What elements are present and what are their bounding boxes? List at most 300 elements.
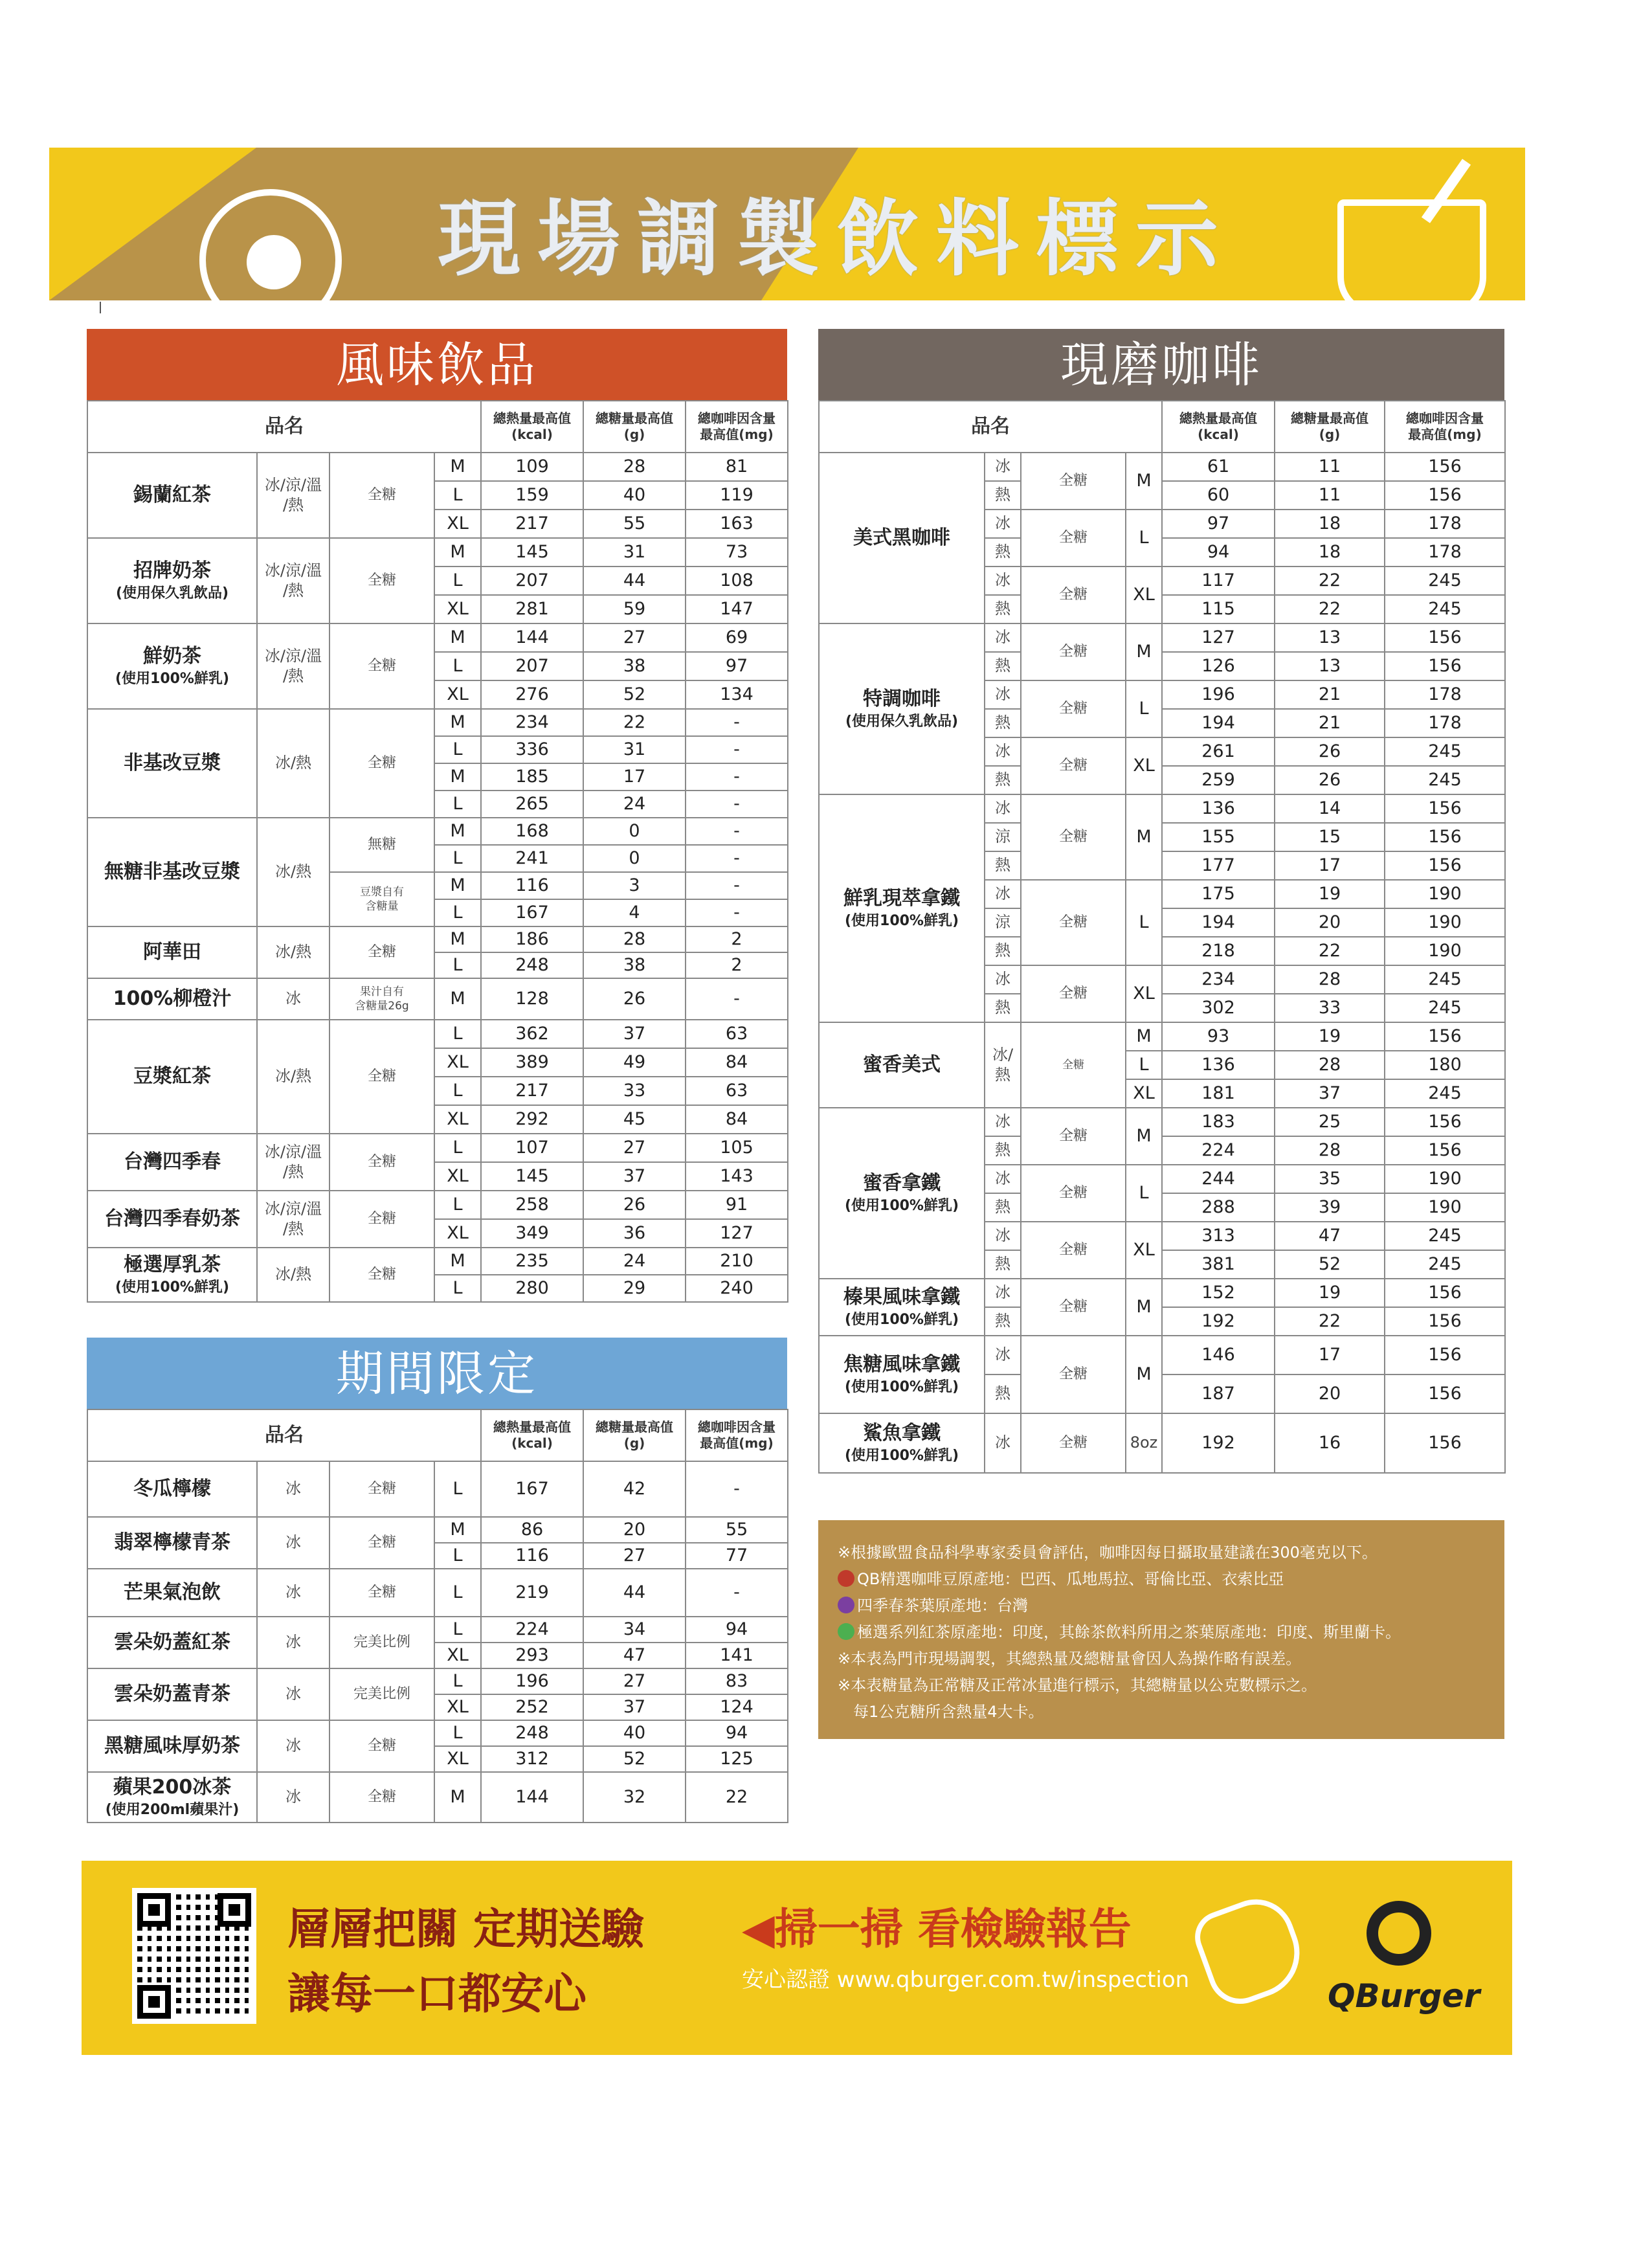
caffeine-cell: 178 — [1385, 510, 1505, 538]
sugar-cell: 52 — [583, 1746, 686, 1772]
size-cell: M — [1126, 1108, 1162, 1165]
kcal-cell: 128 — [481, 978, 583, 1020]
sugar-cell: 28 — [583, 453, 686, 481]
caffeine-cell: 245 — [1385, 737, 1505, 766]
note-text: QB精選咖啡豆原產地：巴西、瓜地馬拉、哥倫比亞、衣索比亞 — [857, 1570, 1284, 1588]
sugar-cell: 15 — [1275, 823, 1385, 851]
product-name: 芒果氣泡飲 — [87, 1569, 257, 1617]
sweet-cell: 全糖 — [1021, 453, 1126, 510]
size-cell: M — [434, 453, 481, 481]
kcal-cell: 312 — [481, 1746, 583, 1772]
size-cell: L — [434, 567, 481, 595]
kcal-cell: 159 — [481, 481, 583, 510]
sweet-cell: 全糖 — [1021, 1022, 1126, 1108]
sugar-cell: 0 — [583, 845, 686, 872]
caffeine-cell: 245 — [1385, 1250, 1505, 1279]
caffeine-cell: 77 — [686, 1543, 788, 1569]
table-row — [87, 1720, 788, 1746]
sugar-cell: 34 — [583, 1617, 686, 1643]
product-name: 錫蘭紅茶 — [87, 453, 257, 538]
caffeine-cell: 156 — [1385, 1279, 1505, 1307]
leaf-icon — [838, 1570, 854, 1587]
temp-cell: 冰 — [985, 794, 1021, 823]
caffeine-cell: 69 — [686, 623, 788, 652]
kcal-cell: 152 — [1162, 1279, 1275, 1307]
caffeine-cell: 156 — [1385, 1413, 1505, 1473]
size-cell: XL — [1126, 1222, 1162, 1279]
sugar-cell: 28 — [1275, 1136, 1385, 1165]
table-row — [87, 538, 788, 567]
header-kcal: 總熱量最高值 (kcal) — [1162, 401, 1275, 453]
caffeine-cell: 156 — [1385, 851, 1505, 880]
table-row — [819, 623, 1505, 652]
size-cell: L — [434, 1543, 481, 1569]
temp-cell: 冰 — [985, 510, 1021, 538]
caffeine-cell: 190 — [1385, 1165, 1505, 1193]
size-cell: XL — [1126, 737, 1162, 794]
size-cell: M — [1126, 453, 1162, 510]
size-cell: M — [434, 872, 481, 899]
qr-code[interactable] — [132, 1888, 256, 2024]
kcal-cell: 192 — [1162, 1307, 1275, 1336]
temp-cell: 冰 — [985, 1279, 1021, 1307]
product-name: 鮮乳現萃拿鐵 (使用100%鮮乳) — [819, 794, 985, 1022]
cup-icon — [1337, 199, 1486, 300]
caffeine-cell: 55 — [686, 1517, 788, 1543]
sweet-cell: 全糖 — [1021, 737, 1126, 794]
table-row — [819, 1279, 1505, 1307]
header-caffeine: 總咖啡因含量 最高值(mg) — [1385, 401, 1505, 453]
sugar-cell: 24 — [583, 1248, 686, 1275]
sweet-cell: 全糖 — [1021, 623, 1126, 680]
sugar-cell: 0 — [583, 818, 686, 845]
header-kcal: 總熱量最高值 (kcal) — [481, 401, 583, 453]
size-cell: M — [1126, 794, 1162, 880]
scan-prompt: ◀掃一掃 看檢驗報告 — [742, 1904, 1132, 1954]
kcal-cell: 146 — [1162, 1336, 1275, 1374]
note-text: ※根據歐盟食品科學專家委員會評估，咖啡因每日攝取量建議在300毫克以下。 — [838, 1543, 1378, 1562]
table-row — [87, 1248, 788, 1275]
size-cell: L — [1126, 880, 1162, 965]
sugar-cell: 55 — [583, 510, 686, 538]
caffeine-cell: 178 — [1385, 709, 1505, 737]
product-name: 雲朵奶蓋青茶 — [87, 1668, 257, 1720]
size-cell: L — [1126, 1165, 1162, 1222]
header-name: 品名 — [87, 1409, 481, 1461]
kcal-cell: 144 — [481, 623, 583, 652]
size-cell: M — [434, 1248, 481, 1275]
kcal-cell: 207 — [481, 567, 583, 595]
temp-cell: 冰 — [985, 1165, 1021, 1193]
size-cell: XL — [1126, 1079, 1162, 1108]
kcal-cell: 276 — [481, 680, 583, 709]
temp-cell: 冰 — [985, 737, 1021, 766]
sugar-cell: 37 — [583, 1694, 686, 1720]
caffeine-cell: 178 — [1385, 538, 1505, 567]
sugar-cell: 17 — [583, 763, 686, 791]
header-sugar: 總糖量最高值 (g) — [583, 401, 686, 453]
size-cell: M — [1126, 1279, 1162, 1336]
kcal-cell: 60 — [1162, 481, 1275, 510]
temp-cell: 冰 — [257, 1772, 329, 1823]
kcal-cell: 109 — [481, 453, 583, 481]
size-cell: M — [1126, 1336, 1162, 1413]
kcal-cell: 234 — [481, 709, 583, 736]
size-cell: L — [434, 1275, 481, 1302]
table-row — [87, 1517, 788, 1543]
product-name: 台灣四季春奶茶 — [87, 1191, 257, 1248]
note-text: 四季春茶葉原產地：台灣 — [857, 1597, 1028, 1615]
caffeine-cell: 156 — [1385, 1374, 1505, 1413]
sweet-cell: 全糖 — [1021, 965, 1126, 1022]
sweet-cell: 果汁自有 含糖量26g — [329, 978, 434, 1020]
caffeine-cell: - — [686, 872, 788, 899]
sugar-cell: 20 — [1275, 1374, 1385, 1413]
size-cell: L — [434, 1134, 481, 1162]
sugar-cell: 13 — [1275, 623, 1385, 652]
kcal-cell: 235 — [481, 1248, 583, 1275]
temp-cell: 熱 — [985, 538, 1021, 567]
sugar-cell: 28 — [1275, 965, 1385, 994]
sugar-cell: 19 — [1275, 1279, 1385, 1307]
size-cell: XL — [434, 510, 481, 538]
caffeine-cell: 178 — [1385, 680, 1505, 709]
temp-cell: 冰 — [985, 880, 1021, 908]
sweet-cell: 全糖 — [329, 1461, 434, 1517]
product-name: 蜜香拿鐵 (使用100%鮮乳) — [819, 1108, 985, 1279]
size-cell: L — [434, 952, 481, 978]
table-row — [87, 709, 788, 736]
temp-cell: 冰 — [257, 1668, 329, 1720]
temp-cell: 冰 — [985, 453, 1021, 481]
product-name: 阿華田 — [87, 926, 257, 978]
kcal-cell: 116 — [481, 872, 583, 899]
kcal-cell: 336 — [481, 736, 583, 763]
size-cell: L — [434, 1461, 481, 1517]
kcal-cell: 97 — [1162, 510, 1275, 538]
sugar-cell: 18 — [1275, 510, 1385, 538]
size-cell: L — [1126, 680, 1162, 737]
kcal-cell: 185 — [481, 763, 583, 791]
caffeine-cell: - — [686, 1461, 788, 1517]
temp-cell: 熱 — [985, 1307, 1021, 1336]
product-name: 美式黑咖啡 — [819, 453, 985, 623]
header-caffeine: 總咖啡因含量 最高值(mg) — [686, 401, 788, 453]
caffeine-cell: 156 — [1385, 453, 1505, 481]
size-cell: XL — [434, 1643, 481, 1668]
product-name: 招牌奶茶 (使用保久乳飲品) — [87, 538, 257, 623]
size-cell: XL — [434, 680, 481, 709]
sugar-cell: 17 — [1275, 1336, 1385, 1374]
size-cell: L — [434, 1191, 481, 1219]
sweet-cell: 無糖 — [329, 818, 434, 872]
caffeine-cell: 125 — [686, 1746, 788, 1772]
slogan-line2: 讓每一口都安心 — [287, 1969, 586, 2019]
temp-cell: 涼 — [985, 823, 1021, 851]
kcal-cell: 280 — [481, 1275, 583, 1302]
caffeine-cell: - — [686, 899, 788, 926]
temp-cell: 冰/熱 — [257, 1248, 329, 1302]
sugar-cell: 38 — [583, 952, 686, 978]
temp-cell: 熱 — [985, 766, 1021, 794]
size-cell: M — [434, 1772, 481, 1823]
kcal-cell: 136 — [1162, 794, 1275, 823]
sweet-cell: 全糖 — [329, 623, 434, 709]
sweet-cell: 全糖 — [329, 453, 434, 538]
table-row — [87, 1668, 788, 1694]
coffee-section-title: 現磨咖啡 — [818, 329, 1504, 401]
kcal-cell: 362 — [481, 1020, 583, 1048]
brand-name: QBurger — [1328, 1977, 1480, 2015]
caffeine-cell: - — [686, 978, 788, 1020]
size-cell: XL — [434, 1694, 481, 1720]
size-cell: M — [434, 538, 481, 567]
sweet-cell: 全糖 — [1021, 567, 1126, 623]
caffeine-cell: 245 — [1385, 766, 1505, 794]
caffeine-cell: 143 — [686, 1162, 788, 1191]
kcal-cell: 181 — [1162, 1079, 1275, 1108]
table-row — [87, 1020, 788, 1048]
kcal-cell: 261 — [1162, 737, 1275, 766]
sweet-cell: 豆漿自有 含糖量 — [329, 872, 434, 926]
kcal-cell: 196 — [1162, 680, 1275, 709]
product-name: 100%柳橙汁 — [87, 978, 257, 1020]
kcal-cell: 93 — [1162, 1022, 1275, 1051]
footer-banner — [82, 1861, 1512, 2055]
nutrition-table — [87, 1409, 788, 1823]
size-cell: XL — [434, 1746, 481, 1772]
sugar-cell: 52 — [1275, 1250, 1385, 1279]
cursor-mark — [100, 302, 101, 313]
size-cell: M — [1126, 1022, 1162, 1051]
caffeine-cell: 156 — [1385, 1108, 1505, 1136]
temp-cell: 冰 — [257, 1617, 329, 1668]
caffeine-cell: 127 — [686, 1219, 788, 1248]
kcal-cell: 207 — [481, 652, 583, 680]
caffeine-cell: 190 — [1385, 1193, 1505, 1222]
kcal-cell: 126 — [1162, 652, 1275, 680]
temp-cell: 冰 — [985, 567, 1021, 595]
sweet-cell: 全糖 — [1021, 510, 1126, 567]
caffeine-cell: 63 — [686, 1077, 788, 1105]
table-row — [87, 926, 788, 952]
temp-cell: 冰 — [257, 1720, 329, 1772]
kcal-cell: 194 — [1162, 908, 1275, 937]
header-sugar: 總糖量最高值 (g) — [1275, 401, 1385, 453]
kcal-cell: 144 — [481, 1772, 583, 1823]
caffeine-cell: 190 — [1385, 908, 1505, 937]
sugar-cell: 27 — [583, 1134, 686, 1162]
kcal-cell: 86 — [481, 1517, 583, 1543]
caffeine-cell: 84 — [686, 1105, 788, 1134]
slogan-line1: 層層把關 定期送驗 — [287, 1904, 644, 1954]
note-line — [838, 1672, 1489, 1699]
nutrition-table — [87, 400, 788, 1303]
caffeine-cell: 63 — [686, 1020, 788, 1048]
sweet-cell: 全糖 — [329, 1248, 434, 1302]
caffeine-cell: 156 — [1385, 481, 1505, 510]
sugar-cell: 26 — [583, 1191, 686, 1219]
page-title: 現場調製飲料標示 — [438, 191, 1236, 287]
sugar-cell: 33 — [1275, 994, 1385, 1022]
sugar-cell: 36 — [583, 1219, 686, 1248]
kcal-cell: 117 — [1162, 567, 1275, 595]
kcal-cell: 244 — [1162, 1165, 1275, 1193]
size-cell: L — [434, 1077, 481, 1105]
temp-cell: 冰 — [985, 1108, 1021, 1136]
sweet-cell: 完美比例 — [329, 1668, 434, 1720]
sweet-cell: 全糖 — [329, 709, 434, 818]
kcal-cell: 265 — [481, 791, 583, 818]
temp-cell: 冰 — [985, 1222, 1021, 1250]
temp-cell: 熱 — [985, 1193, 1021, 1222]
kcal-cell: 145 — [481, 538, 583, 567]
caffeine-cell: 163 — [686, 510, 788, 538]
caffeine-cell: 141 — [686, 1643, 788, 1668]
note-text: ※本表糖量為正常糖及正常冰量進行標示，其總糖量以公克數標示之。 — [838, 1676, 1317, 1694]
sweet-cell: 全糖 — [1021, 1413, 1126, 1473]
sugar-cell: 37 — [583, 1020, 686, 1048]
note-line — [838, 1699, 1489, 1725]
size-cell: L — [1126, 510, 1162, 567]
size-cell: L — [434, 845, 481, 872]
kcal-cell: 219 — [481, 1569, 583, 1617]
inspection-url[interactable]: 安心認證 www.qburger.com.tw/inspection — [742, 1967, 1190, 1993]
temp-cell: 冰/熱 — [257, 926, 329, 978]
kcal-cell: 313 — [1162, 1222, 1275, 1250]
kcal-cell: 217 — [481, 1077, 583, 1105]
sugar-cell: 22 — [1275, 937, 1385, 965]
note-text: ※本表為門市現場調製，其總熱量及總糖量會因人為操作略有誤差。 — [838, 1650, 1302, 1668]
caffeine-cell: - — [686, 791, 788, 818]
sugar-cell: 17 — [1275, 851, 1385, 880]
sugar-cell: 14 — [1275, 794, 1385, 823]
sugar-cell: 21 — [1275, 680, 1385, 709]
kcal-cell: 175 — [1162, 880, 1275, 908]
temp-cell: 冰/涼/溫 /熱 — [257, 1134, 329, 1191]
kcal-cell: 94 — [1162, 538, 1275, 567]
sugar-cell: 22 — [1275, 1307, 1385, 1336]
table-row — [819, 1022, 1505, 1051]
caffeine-cell: 156 — [1385, 1336, 1505, 1374]
sugar-cell: 4 — [583, 899, 686, 926]
kcal-cell: 241 — [481, 845, 583, 872]
size-cell: M — [434, 926, 481, 952]
kcal-cell: 292 — [481, 1105, 583, 1134]
sugar-cell: 45 — [583, 1105, 686, 1134]
note-line — [838, 1646, 1489, 1672]
product-name: 鯊魚拿鐵 (使用100%鮮乳) — [819, 1413, 985, 1473]
temp-cell: 熱 — [985, 1250, 1021, 1279]
product-name: 特調咖啡 (使用保久乳飲品) — [819, 623, 985, 794]
caffeine-cell: 84 — [686, 1048, 788, 1077]
product-name: 台灣四季春 — [87, 1134, 257, 1191]
kcal-cell: 248 — [481, 952, 583, 978]
kcal-cell: 252 — [481, 1694, 583, 1720]
caffeine-cell: 94 — [686, 1617, 788, 1643]
table-row — [819, 1336, 1505, 1374]
sugar-cell: 37 — [583, 1162, 686, 1191]
sugar-cell: 22 — [1275, 595, 1385, 623]
sugar-cell: 25 — [1275, 1108, 1385, 1136]
product-name: 極選厚乳茶 (使用100%鮮乳) — [87, 1248, 257, 1302]
sugar-cell: 26 — [1275, 737, 1385, 766]
kcal-cell: 288 — [1162, 1193, 1275, 1222]
leaf-icon — [838, 1597, 854, 1613]
product-name: 鮮奶茶 (使用100%鮮乳) — [87, 623, 257, 709]
size-cell: L — [1126, 1051, 1162, 1079]
kcal-cell: 302 — [1162, 994, 1275, 1022]
sugar-cell: 39 — [1275, 1193, 1385, 1222]
sugar-cell: 13 — [1275, 652, 1385, 680]
sugar-cell: 11 — [1275, 481, 1385, 510]
temp-cell: 冰 — [985, 965, 1021, 994]
sugar-cell: 3 — [583, 872, 686, 899]
product-name: 冬瓜檸檬 — [87, 1461, 257, 1517]
temp-cell: 熱 — [985, 1136, 1021, 1165]
kcal-cell: 234 — [1162, 965, 1275, 994]
caffeine-cell: 2 — [686, 952, 788, 978]
kcal-cell: 168 — [481, 818, 583, 845]
sweet-cell: 全糖 — [329, 926, 434, 978]
sweet-cell: 全糖 — [329, 1134, 434, 1191]
temp-cell: 冰 — [257, 1461, 329, 1517]
sugar-cell: 24 — [583, 791, 686, 818]
caffeine-cell: 108 — [686, 567, 788, 595]
table-row — [87, 1191, 788, 1219]
sweet-cell: 全糖 — [329, 1569, 434, 1617]
temp-cell: 涼 — [985, 908, 1021, 937]
note-line — [838, 1566, 1489, 1593]
sweet-cell: 全糖 — [329, 1191, 434, 1248]
sugar-cell: 38 — [583, 652, 686, 680]
size-cell: L — [434, 1569, 481, 1617]
kcal-cell: 217 — [481, 510, 583, 538]
sugar-cell: 37 — [1275, 1079, 1385, 1108]
leaf-icon — [838, 1623, 854, 1640]
temp-cell: 冰 — [985, 680, 1021, 709]
table-row — [87, 1772, 788, 1823]
temp-cell: 冰/涼/溫 /熱 — [257, 538, 329, 623]
table-row — [819, 1413, 1505, 1473]
sugar-cell: 29 — [583, 1275, 686, 1302]
notes-box — [818, 1520, 1504, 1739]
size-cell: XL — [434, 1105, 481, 1134]
sugar-cell: 27 — [583, 623, 686, 652]
caffeine-cell: 81 — [686, 453, 788, 481]
kcal-cell: 389 — [481, 1048, 583, 1077]
caffeine-cell: 156 — [1385, 623, 1505, 652]
sweet-cell: 全糖 — [329, 1772, 434, 1823]
kcal-cell: 177 — [1162, 851, 1275, 880]
kcal-cell: 224 — [481, 1617, 583, 1643]
sweet-cell: 全糖 — [1021, 794, 1126, 880]
sugar-cell: 31 — [583, 538, 686, 567]
size-cell: M — [434, 818, 481, 845]
sweet-cell: 全糖 — [1021, 880, 1126, 965]
size-cell: M — [434, 978, 481, 1020]
sugar-cell: 19 — [1275, 1022, 1385, 1051]
temp-cell: 熱 — [985, 937, 1021, 965]
caffeine-cell: 22 — [686, 1772, 788, 1823]
sugar-cell: 40 — [583, 481, 686, 510]
temp-cell: 熱 — [985, 994, 1021, 1022]
sugar-cell: 42 — [583, 1461, 686, 1517]
sugar-cell: 19 — [1275, 880, 1385, 908]
sugar-cell: 47 — [583, 1643, 686, 1668]
kcal-cell: 107 — [481, 1134, 583, 1162]
size-cell: XL — [1126, 965, 1162, 1022]
